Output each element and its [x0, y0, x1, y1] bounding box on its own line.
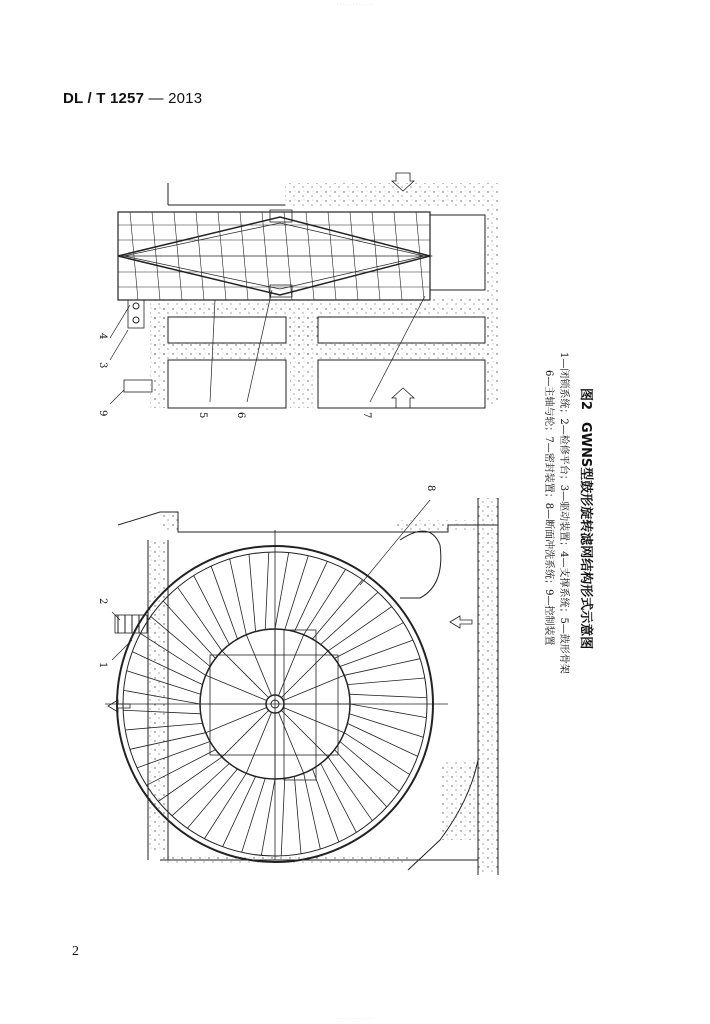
- hub-spoke: [281, 710, 328, 757]
- drum-spoke: [347, 678, 424, 685]
- pier-concrete: [290, 315, 315, 408]
- standard-year: — 2013: [148, 90, 203, 107]
- opening-3: [168, 360, 286, 408]
- right-wall-concrete: [478, 498, 498, 873]
- control-box: [124, 380, 152, 392]
- hub-spoke: [246, 635, 271, 696]
- figure-caption: [578, 388, 597, 649]
- callout-8: 8: [425, 485, 436, 492]
- callout-6: 6: [235, 412, 246, 419]
- drum-spoke: [265, 552, 269, 630]
- inner-opening: [430, 215, 485, 290]
- drum-spoke: [249, 554, 256, 631]
- callout-1: 1: [97, 662, 108, 669]
- frame-concrete-top: [285, 183, 485, 207]
- opening-2: [318, 317, 485, 343]
- drum-section-view: [105, 498, 498, 875]
- drum-spoke: [321, 592, 378, 644]
- hub-spoke: [206, 675, 267, 700]
- drum-spoke: [172, 764, 229, 816]
- shaft-bearing: [284, 630, 316, 780]
- side-elevation-view: [110, 173, 500, 408]
- drum-spoke: [261, 779, 275, 855]
- callout-9: 9: [97, 410, 108, 417]
- drive-unit: [128, 300, 144, 328]
- opening-4: [318, 360, 485, 408]
- drum-spoke: [275, 553, 289, 629]
- figure-caption-title: GWNS型鼓形旋转滤网结构形式示意图: [578, 422, 593, 650]
- figure-legend-line-1: 1—闭锁系统；2—检修平台；3—驱动装置；4—支撑系统；5—鼓形骨架: [558, 352, 569, 674]
- drum-spoke: [350, 704, 426, 718]
- drum-spoke: [321, 764, 357, 833]
- top-watermark: · · · · · · · · · · · ·: [336, 2, 374, 8]
- bottom-watermark: · · · · · · · · · · · ·: [336, 1016, 374, 1022]
- callout-5: 5: [197, 412, 208, 419]
- drum-spoke: [335, 623, 404, 659]
- callout-7: 7: [361, 412, 372, 419]
- drum-spoke: [294, 776, 301, 853]
- figure-caption-number: 图2: [578, 388, 593, 411]
- drum-spoke: [349, 714, 423, 738]
- opening-1: [168, 317, 286, 343]
- callout-2: 2: [97, 598, 108, 605]
- hub-spoke: [283, 707, 344, 732]
- callout-3: 3: [97, 362, 108, 369]
- drum-spoke: [285, 556, 309, 630]
- drum-spoke: [349, 694, 427, 698]
- drum-spoke: [347, 723, 417, 756]
- lower-guide-concrete: [440, 760, 478, 840]
- drum-spoke: [242, 778, 266, 852]
- drum-spoke: [335, 750, 387, 807]
- standard-number: DL / T 1257: [63, 90, 145, 107]
- frame-concrete-right: [485, 183, 500, 406]
- upper-guide-wall: [400, 531, 441, 598]
- frame-concrete-left: [150, 300, 168, 408]
- drum-spoke: [281, 778, 285, 856]
- hub-spoke: [246, 712, 271, 773]
- page-number: 2: [72, 944, 79, 959]
- drum-spoke: [223, 776, 256, 846]
- hub-spoke: [222, 651, 269, 698]
- callout-4: 4: [97, 333, 108, 340]
- drum-inner-frame: [210, 655, 338, 755]
- hub-spoke: [278, 712, 303, 773]
- figure-legend-line-2: 6—主轴与轮；7—密封装置；8—断面冲洗系统；9—控制装置: [543, 370, 554, 646]
- hub-spoke: [283, 675, 344, 700]
- hub-spoke: [281, 651, 328, 698]
- hub-spoke: [278, 635, 303, 696]
- drum-spoke: [294, 561, 327, 631]
- flow-arrow-right: [450, 616, 472, 628]
- top-wall-concrete: [160, 512, 180, 532]
- hub-spoke: [222, 710, 269, 757]
- hub-spoke: [206, 707, 267, 732]
- drum-spoke: [194, 576, 230, 645]
- drum-spoke: [163, 601, 215, 658]
